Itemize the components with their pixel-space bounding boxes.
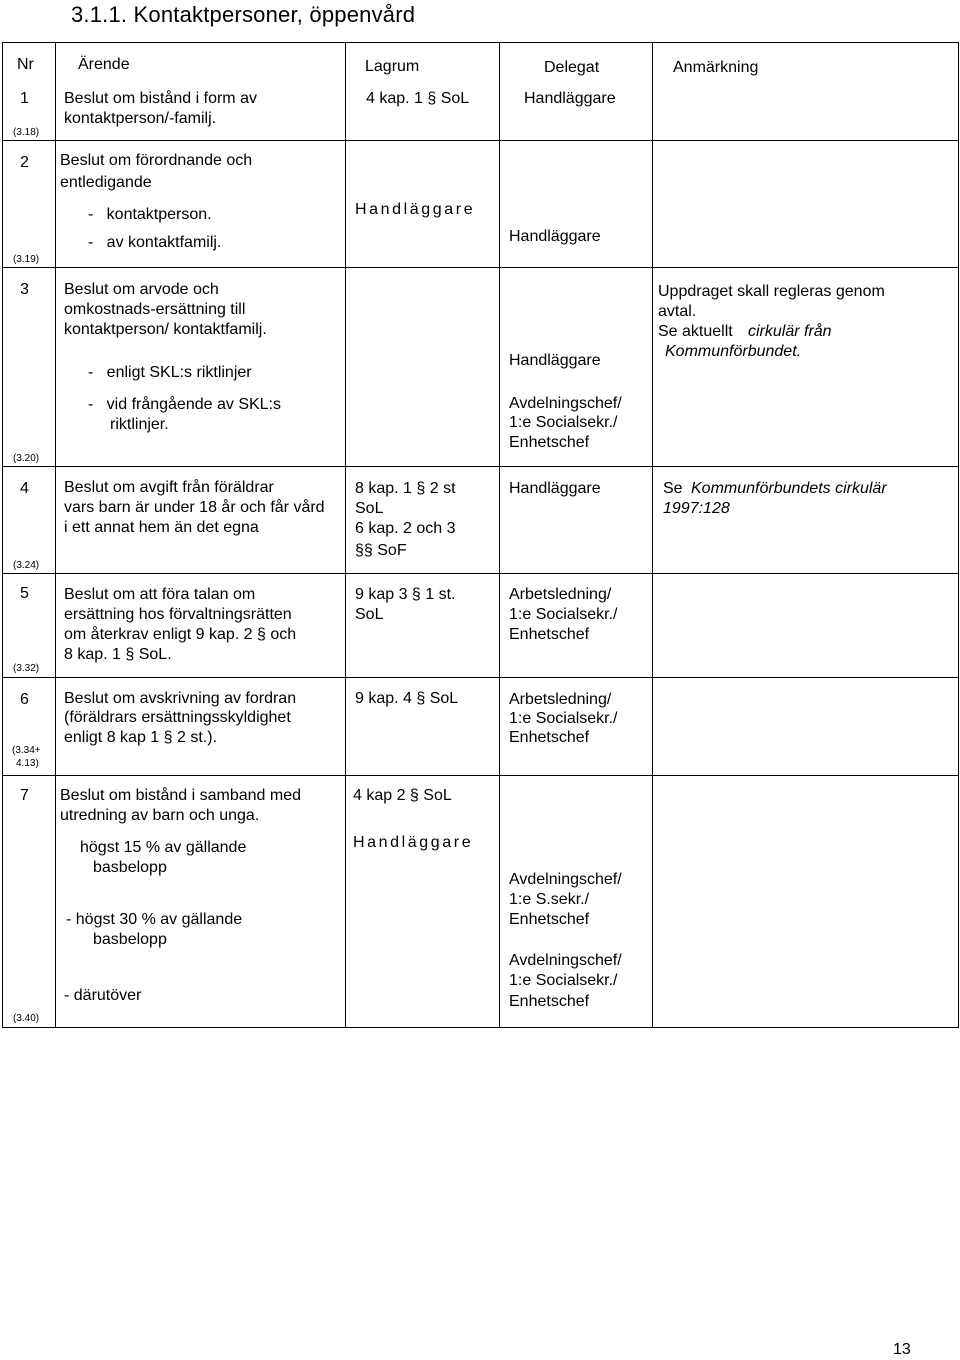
arende-text: 8 kap. 1 § SoL.: [64, 646, 172, 663]
delegat-text: 1:e Socialsekr./: [509, 414, 618, 431]
arende-subitem: - av kontaktfamilj.: [88, 234, 222, 251]
lagrum-text: 4 kap. 1 § SoL: [366, 90, 470, 107]
lagrum-text: Handläggare: [355, 201, 476, 218]
lagrum-text: 4 kap 2 § SoL: [353, 787, 452, 804]
header-delegat: Delegat: [544, 59, 600, 76]
delegat-text: Handläggare: [509, 480, 601, 497]
arende-text: utredning av barn och unga.: [60, 807, 260, 824]
delegat-text: Enhetschef: [509, 729, 590, 746]
row-number: 5: [20, 585, 29, 602]
row-number: 4: [20, 480, 29, 497]
arende-subitem: - högst 30 % av gällande: [66, 911, 243, 928]
lagrum-text: 9 kap 3 § 1 st.: [355, 586, 456, 603]
arende-subitem: riktlinjer.: [110, 416, 169, 433]
delegat-text: 1:e Socialsekr./: [509, 710, 618, 727]
lagrum-text: §§ SoF: [355, 542, 407, 559]
row-number: 7: [20, 787, 29, 804]
row-reference: (3.24): [13, 560, 40, 571]
delegat-text: Enhetschef: [509, 911, 590, 928]
row-number: 2: [20, 154, 29, 171]
row-reference: (3.19): [13, 254, 40, 265]
arende-text: Beslut om arvode och: [64, 281, 219, 298]
row-reference: (3.34+: [12, 745, 41, 756]
arende-subitem: - därutöver: [64, 987, 142, 1004]
delegat-text: 1:e Socialsekr./: [509, 972, 618, 989]
row-reference: (3.20): [13, 453, 40, 464]
anmarkning-text: Kommunförbundets cirkulär: [691, 480, 887, 497]
arende-subitem: - enligt SKL:s riktlinjer: [88, 364, 252, 381]
anmarkning-text: Se aktuellt: [658, 323, 733, 340]
delegat-text: Avdelningschef/: [509, 395, 622, 412]
arende-subitem: högst 15 % av gällande: [80, 839, 247, 856]
header-anmarkning: Anmärkning: [673, 59, 759, 76]
arende-text: kontaktperson/ kontaktfamilj.: [64, 321, 267, 338]
arende-text: entledigande: [60, 174, 152, 191]
page-number: 13: [893, 1341, 911, 1358]
arende-subitem: - vid frångående av SKL:s: [88, 396, 281, 413]
delegat-text: Enhetschef: [509, 434, 590, 451]
lagrum-text: 8 kap. 1 § 2 st: [355, 480, 456, 497]
lagrum-text: 9 kap. 4 § SoL: [355, 690, 459, 707]
delegat-text: Avdelningschef/: [509, 871, 622, 888]
arende-subitem: basbelopp: [93, 931, 167, 948]
arende-text: omkostnads-ersättning till: [64, 301, 246, 318]
anmarkning-text: Kommunförbundet.: [665, 343, 802, 360]
row-number: 1: [20, 90, 29, 107]
arende-text: om återkrav enligt 9 kap. 2 § och: [64, 626, 297, 643]
row-number: 3: [20, 281, 29, 298]
lagrum-text: SoL: [355, 500, 384, 517]
arende-text: enligt 8 kap 1 § 2 st.).: [64, 729, 217, 746]
arende-text: Beslut om att föra talan om: [64, 586, 256, 603]
arende-text: Beslut om förordnande och: [60, 152, 253, 169]
arende-text: ersättning hos förvaltningsrätten: [64, 606, 292, 623]
row-reference: 4.13): [16, 758, 39, 769]
arende-text: vars barn är under 18 år och får vård: [64, 499, 325, 516]
delegat-text: Handläggare: [509, 228, 601, 245]
delegat-text: 1:e S.sekr./: [509, 891, 590, 908]
row-number: 6: [20, 691, 29, 708]
header-arende: Ärende: [78, 56, 130, 73]
header-nr: Nr: [17, 56, 34, 73]
lagrum-text: Handläggare: [353, 834, 474, 851]
delegat-text: Handläggare: [509, 352, 601, 369]
arende-subitem: - kontaktperson.: [88, 206, 212, 223]
delegat-text: Arbetsledning/: [509, 586, 612, 603]
row-reference: (3.32): [13, 663, 40, 674]
delegat-text: Avdelningschef/: [509, 952, 622, 969]
arende-text: Beslut om bistånd i samband med: [60, 787, 302, 804]
anmarkning-text: avtal.: [658, 303, 697, 320]
arende-text: Beslut om bistånd i form av: [64, 90, 257, 107]
row-reference: (3.18): [13, 127, 40, 138]
anmarkning-text: Uppdraget skall regleras genom: [658, 283, 885, 300]
arende-text: Beslut om avgift från föräldrar: [64, 479, 274, 496]
delegat-text: Handläggare: [524, 90, 616, 107]
section-title: 3.1.1. Kontaktpersoner, öppenvård: [71, 2, 416, 27]
lagrum-text: SoL: [355, 606, 384, 623]
anmarkning-text: 1997:128: [663, 500, 730, 517]
delegat-text: Arbetsledning/: [509, 691, 612, 708]
header-lagrum: Lagrum: [365, 58, 420, 75]
delegat-text: Enhetschef: [509, 993, 590, 1010]
delegat-text: 1:e Socialsekr./: [509, 606, 618, 623]
row-reference: (3.40): [13, 1013, 40, 1024]
lagrum-text: 6 kap. 2 och 3: [355, 520, 456, 537]
arende-text: i ett annat hem än det egna: [64, 519, 259, 536]
arende-text: (föräldrars ersättningsskyldighet: [64, 709, 291, 726]
delegat-text: Enhetschef: [509, 626, 590, 643]
arende-text: kontaktperson/-familj.: [64, 110, 217, 127]
arende-subitem: basbelopp: [93, 859, 167, 876]
anmarkning-text: Se: [663, 480, 683, 497]
anmarkning-text: cirkulär från: [748, 323, 832, 340]
arende-text: Beslut om avskrivning av fordran: [64, 690, 297, 707]
